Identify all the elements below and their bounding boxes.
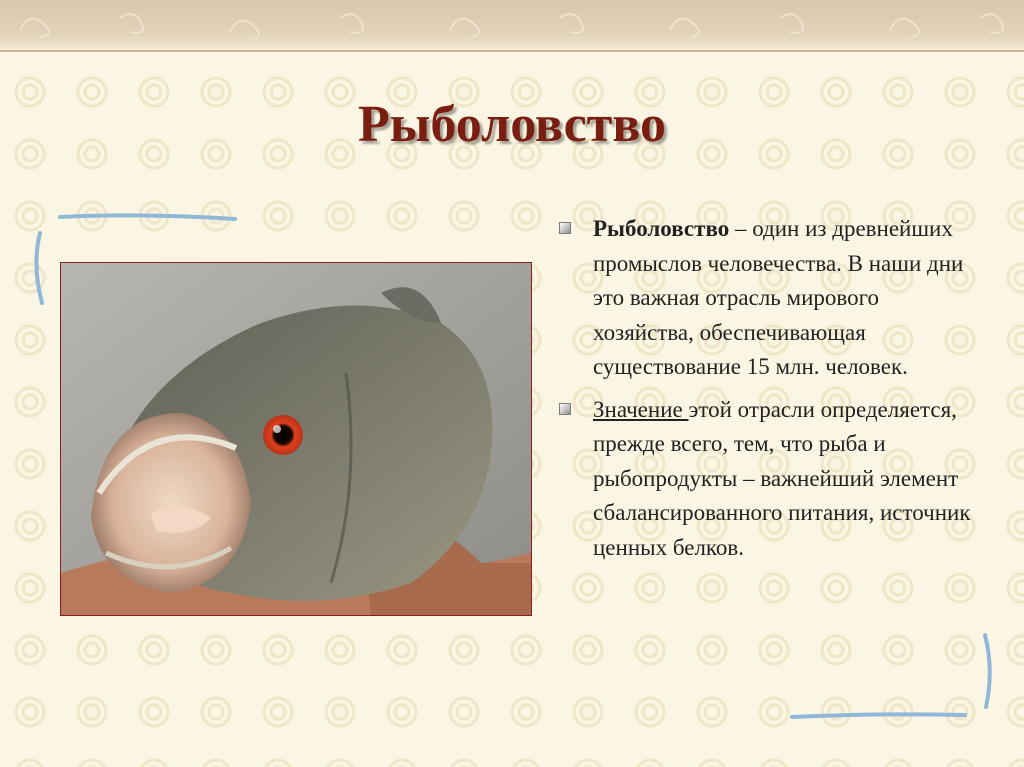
bullet-icon [559, 403, 571, 415]
slide-title: Рыболовство [358, 96, 666, 153]
bullet-text: – один из древнейших промыслов человечества. В наши дни это важная отрасль мирового хозяйства, обеспечивающая существование 15 млн. человек. [593, 216, 964, 379]
scribble-bottom-right-icon [780, 625, 1010, 735]
decorative-top-band [0, 0, 1024, 52]
bullet-icon [559, 222, 571, 234]
slide-body [555, 212, 985, 573]
bullet-text: этой отрасли определяется, прежде всего, тем, что рыба и рыбопродукты – важнейший элемент сбалансированного питания, источник ценных белков. [593, 396, 971, 560]
piranha-photo-icon [61, 263, 531, 615]
bullet-lead: Рыболовство [593, 216, 730, 241]
bullet-lead: Значение [593, 396, 689, 422]
swirl-pattern-icon [0, 0, 1024, 50]
bullet-item [555, 393, 985, 566]
fish-photo [60, 262, 532, 616]
bullet-item [555, 212, 985, 385]
